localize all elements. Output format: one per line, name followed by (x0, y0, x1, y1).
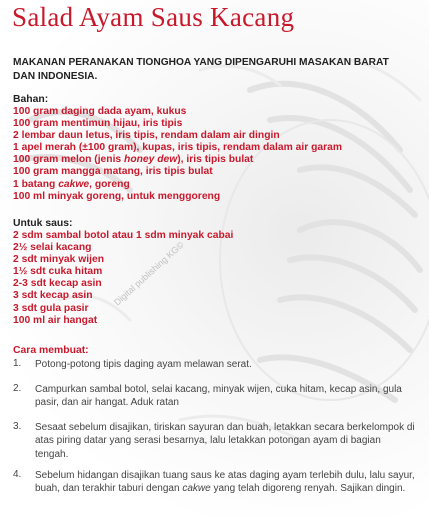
saus-heading: Untuk saus: (13, 218, 73, 229)
list-item: 2-3 sdt kecap asin (13, 278, 102, 290)
step-text: Sebelum hidangan disajikan tuang saus ke atas daging ayam terlebih dulu, lalu sayur, buah, dan terakhir taburi dengan cakwe yang telah digoreng renyah. Sajikan dingin. (35, 470, 415, 495)
list-item: 100 gram melon (jenis honey dew), iris tipis bulat (13, 154, 254, 166)
bahan-heading: Bahan: (13, 94, 49, 105)
step-text: Potong-potong tipis daging ayam melawan serat. (35, 359, 252, 370)
list-item: 2 sdm sambal botol atau 1 sdm minyak cabai (13, 230, 234, 241)
list-item: 2 sdt minyak wijen (13, 254, 104, 266)
list-item: 2 lembar daun letus, iris tipis, rendam dalam air dingin (13, 130, 280, 142)
step-number: 2. (13, 383, 22, 394)
list-item: 100 gram mentimun hijau, iris tipis (13, 118, 183, 130)
recipe-subtitle: MAKANAN PERANAKAN TIONGHOA YANG DIPENGARUHI MASAKAN BARAT DAN INDONESIA. (13, 57, 389, 82)
step-text: Sesaat sebelum disajikan, tiriskan sayuran dan buah, letakkan secara berkelompok di atas piring datar yang serasi besarnya, lalu letakkan potongan ayam di bagian tengah. (35, 422, 415, 460)
list-item: 1½ sdt cuka hitam (13, 266, 103, 278)
list-item: 2½ selai kacang (13, 242, 92, 254)
list-item: 1 apel merah (±100 gram), kupas, iris tipis, rendam dalam air garam (13, 142, 342, 154)
list-item: 100 gram daging dada ayam, kukus (13, 106, 187, 117)
bahan-list (13, 106, 342, 203)
cara-heading: Cara membuat: (13, 345, 89, 356)
list-item: 100 ml minyak goreng, untuk menggoreng (13, 190, 221, 202)
list-item: 1 batang cakwe, goreng (13, 178, 130, 190)
recipe-title: Salad Ayam Saus Kacang (12, 2, 295, 32)
step-number: 4. (13, 469, 22, 480)
step-text: Campurkan sambal botol, selai kacang, minyak wijen, cuka hitam, kecap asin, gula pasir, dan air hangat. Aduk ratan (35, 384, 402, 409)
list-item: 100 gram mangga matang, iris tipis bulat (13, 166, 213, 178)
list-item: 3 sdt kecap asin (13, 290, 93, 302)
step-number: 3. (13, 421, 22, 432)
step-number: 1. (13, 358, 22, 369)
watermark: Digital publishing KG© (112, 239, 186, 308)
list-item: 100 ml air hangat (13, 314, 98, 326)
saus-list (13, 230, 233, 327)
list-item: 3 sdt gula pasir (13, 302, 89, 314)
